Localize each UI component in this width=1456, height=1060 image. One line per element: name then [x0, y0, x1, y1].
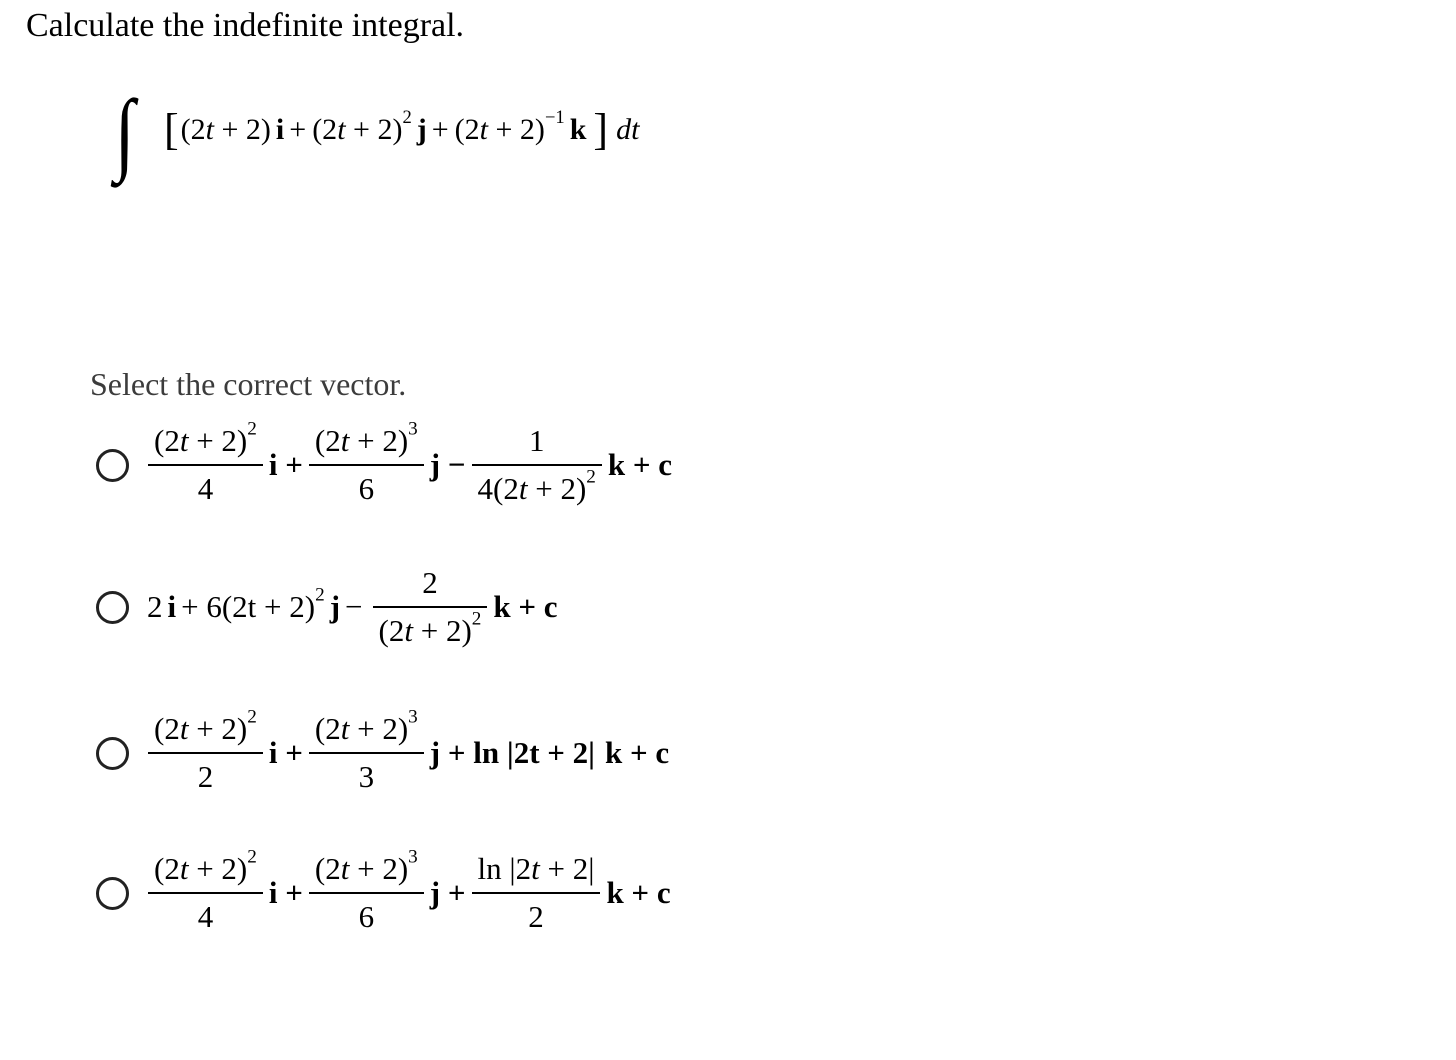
- question-heading: Calculate the indefinite integral.: [26, 7, 465, 44]
- unit-vector-j: j: [329, 589, 341, 624]
- minus-sign: −: [345, 589, 363, 624]
- unit-vector-j: j: [416, 113, 427, 146]
- fraction: $\frac{2}{(2t + 2)^2}$: [373, 564, 488, 650]
- j-component: $(2t + 2)^2$: [312, 107, 412, 146]
- option-c-expression: [147, 706, 674, 796]
- option-d-expression: [147, 846, 676, 936]
- radio-button-d[interactable]: [96, 877, 129, 910]
- open-bracket: [: [164, 105, 179, 154]
- term-k: k + c: [606, 875, 671, 910]
- term-i: i +: [268, 735, 303, 770]
- fraction: $\frac{(2t + 2)^2}{4}$: [148, 422, 263, 508]
- term-j: j +: [429, 875, 466, 910]
- fraction: $\frac{\ln |2t + 2|}{2}$: [472, 850, 601, 936]
- radio-button-c[interactable]: [96, 737, 129, 770]
- plus-sign: +: [289, 113, 307, 146]
- answer-option-b[interactable]: [96, 552, 563, 662]
- fraction: $\frac{(2t + 2)^3}{6}$: [309, 422, 424, 508]
- fraction: $\frac{(2t + 2)^3}{6}$: [309, 850, 424, 936]
- answer-option-d[interactable]: [96, 838, 676, 948]
- i-component: (2t + 2): [180, 113, 271, 146]
- unit-vector-k: k: [569, 113, 587, 146]
- differential: dt: [616, 113, 640, 146]
- plus-sign: +: [431, 113, 449, 146]
- term-k: k + c: [493, 589, 558, 624]
- j-term: + $6(2t + 2)^2$: [181, 584, 325, 624]
- term-j: j + ln |2t + 2|: [429, 735, 596, 770]
- term-i: i +: [268, 875, 303, 910]
- term-i: i +: [268, 447, 303, 482]
- integrand: [162, 102, 639, 158]
- option-a-expression: [147, 418, 677, 508]
- select-prompt: Select the correct vector.: [90, 366, 407, 402]
- fraction: $\frac{(2t + 2)^3}{3}$: [309, 710, 424, 796]
- unit-vector-i: i: [167, 589, 177, 624]
- answer-option-a[interactable]: [96, 410, 677, 520]
- radio-button-b[interactable]: [96, 591, 129, 624]
- term-k: k + c: [605, 735, 670, 770]
- unit-vector-i: i: [275, 113, 285, 146]
- term-k: k + c: [607, 447, 673, 482]
- fraction: $\frac{1}{4(2t + 2)^2}$: [472, 422, 602, 508]
- fraction: $\frac{(2t + 2)^2}{2}$: [148, 710, 263, 796]
- term-j: j −: [429, 447, 466, 482]
- lead-coefficient: 2: [147, 589, 163, 624]
- k-component: $(2t + 2)^{-1}$: [454, 107, 565, 146]
- integral-sign: ∫: [114, 81, 135, 183]
- close-bracket: ]: [593, 105, 609, 154]
- option-b-expression: [147, 564, 563, 650]
- answer-option-c[interactable]: [96, 698, 674, 808]
- fraction: $\frac{(2t + 2)^2}{4}$: [148, 850, 263, 936]
- radio-button-a[interactable]: [96, 449, 129, 482]
